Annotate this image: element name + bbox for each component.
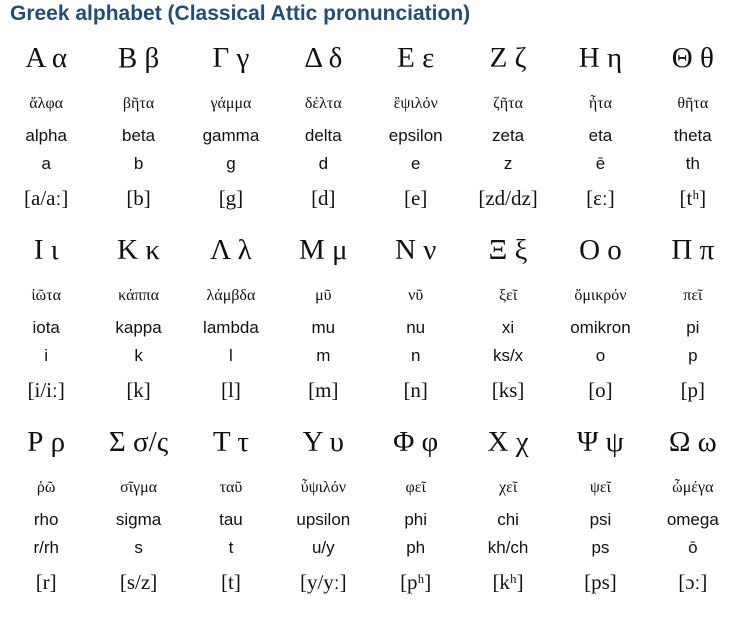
ipa-pronunciation: [s/z] bbox=[119, 570, 158, 594]
letter-glyphs: Ι ι bbox=[33, 234, 59, 266]
page-title: Greek alphabet (Classical Attic pronunciation) bbox=[10, 2, 471, 25]
transliteration: ō bbox=[688, 538, 698, 557]
letter-cell-theta bbox=[647, 36, 739, 211]
letter-cell-upsilon bbox=[277, 420, 369, 595]
letter-cell-phi bbox=[370, 420, 462, 595]
letter-glyphs: Γ γ bbox=[212, 42, 250, 74]
greek-name: κάππα bbox=[118, 287, 159, 304]
letter-glyphs: Ψ ψ bbox=[577, 426, 624, 458]
letter-cell-sigma bbox=[92, 420, 184, 595]
transliteration: d bbox=[318, 154, 329, 173]
ipa-pronunciation: [l] bbox=[221, 378, 241, 402]
letter-cell-epsilon bbox=[370, 36, 462, 211]
greek-name: δέλτα bbox=[304, 95, 342, 112]
transliteration: o bbox=[595, 346, 606, 365]
letter-cell-gamma bbox=[185, 36, 277, 211]
english-name: zeta bbox=[491, 126, 525, 145]
letter-glyphs: Σ σ/ς bbox=[108, 426, 169, 458]
english-name: omikron bbox=[570, 318, 631, 337]
greek-name: θῆτα bbox=[677, 95, 709, 112]
ipa-pronunciation: [r] bbox=[35, 570, 57, 594]
transliteration: e bbox=[410, 154, 421, 173]
ipa-pronunciation: [ɛː] bbox=[586, 186, 615, 210]
letter-glyphs: Φ φ bbox=[393, 426, 439, 458]
greek-name: ὄμικρόν bbox=[574, 287, 627, 304]
letter-cell-mu bbox=[277, 228, 369, 403]
letter-cell-xi bbox=[462, 228, 554, 403]
ipa-pronunciation: [t] bbox=[221, 570, 241, 594]
letter-glyphs: Ο ο bbox=[579, 234, 622, 266]
letter-cell-delta bbox=[277, 36, 369, 211]
transliteration: i bbox=[44, 346, 49, 365]
transliteration: th bbox=[685, 154, 700, 173]
letter-glyphs: Λ λ bbox=[210, 234, 252, 266]
greek-name: λάμβδα bbox=[206, 287, 256, 304]
greek-name: ἦτα bbox=[588, 95, 613, 112]
letter-cell-omikron bbox=[554, 228, 646, 403]
transliteration: kh/ch bbox=[487, 538, 529, 557]
english-name: iota bbox=[32, 318, 60, 337]
ipa-pronunciation: [tʰ] bbox=[679, 186, 707, 210]
letter-cell-eta bbox=[554, 36, 646, 211]
english-name: tau bbox=[219, 510, 243, 529]
greek-name: ὦμέγα bbox=[672, 479, 714, 496]
ipa-pronunciation: [ks] bbox=[491, 378, 525, 402]
english-name: psi bbox=[589, 510, 612, 529]
ipa-pronunciation: [o] bbox=[588, 378, 613, 402]
transliteration: r/rh bbox=[33, 538, 59, 557]
greek-name: σῖγμα bbox=[120, 479, 158, 496]
transliteration: p bbox=[688, 346, 698, 365]
letter-cell-nu bbox=[370, 228, 462, 403]
transliteration: z bbox=[503, 154, 513, 173]
transliteration: u/y bbox=[311, 538, 335, 557]
english-name: pi bbox=[686, 318, 700, 337]
ipa-pronunciation: [k] bbox=[126, 378, 151, 402]
greek-name: ῥῶ bbox=[36, 479, 56, 496]
greek-name: βῆτα bbox=[122, 95, 155, 112]
alphabet-row-3 bbox=[0, 420, 739, 595]
letter-glyphs: Τ τ bbox=[212, 426, 249, 458]
letter-glyphs: Ξ ξ bbox=[488, 234, 528, 266]
english-name: chi bbox=[497, 510, 519, 529]
english-name: alpha bbox=[25, 126, 67, 145]
greek-name: πεῖ bbox=[683, 287, 703, 304]
greek-name: φεῖ bbox=[405, 479, 426, 496]
alphabet-row-2 bbox=[0, 228, 739, 403]
letter-cell-psi bbox=[554, 420, 646, 595]
letter-glyphs: Η η bbox=[578, 42, 623, 74]
greek-name: ἒψιλόν bbox=[393, 95, 438, 112]
ipa-pronunciation: [e] bbox=[404, 186, 428, 210]
ipa-pronunciation: [pʰ] bbox=[400, 570, 432, 594]
transliteration: s bbox=[134, 538, 143, 557]
letter-cell-pi bbox=[647, 228, 739, 403]
english-name: omega bbox=[666, 510, 719, 529]
alphabet-row-1 bbox=[0, 36, 739, 211]
ipa-pronunciation: [zd/dz] bbox=[478, 186, 538, 210]
greek-name: χεῖ bbox=[499, 479, 518, 496]
ipa-pronunciation: [b] bbox=[126, 186, 151, 210]
english-name: epsilon bbox=[388, 126, 443, 145]
letter-cell-zeta bbox=[462, 36, 554, 211]
transliteration: n bbox=[410, 346, 421, 365]
ipa-pronunciation: [kʰ] bbox=[492, 570, 524, 594]
english-name: delta bbox=[304, 126, 342, 145]
english-name: mu bbox=[311, 318, 336, 337]
letter-glyphs: Π π bbox=[671, 234, 715, 266]
english-name: beta bbox=[122, 126, 156, 145]
ipa-pronunciation: [i/iː] bbox=[27, 378, 65, 402]
ipa-pronunciation: [d] bbox=[311, 186, 336, 210]
letter-glyphs: Θ θ bbox=[671, 42, 714, 74]
letter-glyphs: Μ μ bbox=[299, 234, 348, 266]
greek-name: ταῦ bbox=[219, 479, 243, 496]
letter-glyphs: Δ δ bbox=[304, 42, 343, 74]
english-name: nu bbox=[406, 318, 426, 337]
alphabet-grid bbox=[0, 36, 739, 595]
transliteration: k bbox=[134, 346, 143, 365]
ipa-pronunciation: [p] bbox=[680, 378, 706, 402]
english-name: rho bbox=[33, 510, 59, 529]
letter-glyphs: Α α bbox=[25, 42, 68, 74]
letter-cell-omega bbox=[647, 420, 739, 595]
letter-glyphs: Ρ ρ bbox=[27, 426, 66, 458]
ipa-pronunciation: [y/yː] bbox=[299, 570, 347, 594]
letter-glyphs: Κ κ bbox=[117, 234, 160, 266]
english-name: gamma bbox=[202, 126, 260, 145]
letter-glyphs: Ν ν bbox=[395, 234, 437, 266]
transliteration: m bbox=[316, 346, 331, 365]
letter-cell-iota bbox=[0, 228, 92, 403]
letter-cell-beta bbox=[92, 36, 184, 211]
letter-glyphs: Ε ε bbox=[397, 42, 435, 74]
greek-name: μῦ bbox=[315, 287, 332, 304]
transliteration: ē bbox=[595, 154, 606, 173]
english-name: xi bbox=[501, 318, 515, 337]
letter-glyphs: Ζ ζ bbox=[489, 42, 527, 74]
letter-cell-chi bbox=[462, 420, 554, 595]
greek-name: νῦ bbox=[408, 287, 424, 304]
greek-name: ζῆτα bbox=[493, 95, 523, 112]
english-name: sigma bbox=[115, 510, 162, 529]
ipa-pronunciation: [n] bbox=[403, 378, 428, 402]
letter-cell-alpha bbox=[0, 36, 92, 211]
letter-cell-rho bbox=[0, 420, 92, 595]
transliteration: ph bbox=[406, 538, 426, 557]
ipa-pronunciation: [ps] bbox=[584, 570, 617, 594]
letter-glyphs: Χ χ bbox=[487, 426, 529, 458]
letter-cell-kappa bbox=[92, 228, 184, 403]
transliteration: a bbox=[41, 154, 51, 173]
letter-glyphs: Β β bbox=[117, 42, 160, 74]
transliteration: l bbox=[229, 346, 233, 365]
english-name: upsilon bbox=[296, 510, 351, 529]
transliteration: t bbox=[228, 538, 234, 557]
english-name: lambda bbox=[203, 318, 259, 337]
greek-name: ψεῖ bbox=[589, 479, 611, 496]
english-name: phi bbox=[404, 510, 428, 529]
transliteration: ks/x bbox=[492, 346, 524, 365]
ipa-pronunciation: [ɔː] bbox=[678, 570, 708, 594]
greek-name: ἄλφα bbox=[29, 95, 64, 112]
greek-name: ὖψιλόν bbox=[300, 479, 346, 496]
greek-name: γάμμα bbox=[210, 95, 252, 112]
transliteration: b bbox=[133, 154, 144, 173]
greek-name: ξεῖ bbox=[498, 287, 518, 304]
transliteration: ps bbox=[591, 538, 610, 557]
ipa-pronunciation: [a/aː] bbox=[24, 186, 69, 210]
ipa-pronunciation: [m] bbox=[308, 378, 339, 402]
letter-glyphs: Υ υ bbox=[302, 426, 345, 458]
transliteration: g bbox=[226, 154, 236, 173]
letter-glyphs: Ω ω bbox=[668, 426, 717, 458]
ipa-pronunciation: [g] bbox=[218, 186, 244, 210]
letter-cell-lambda bbox=[185, 228, 277, 403]
english-name: eta bbox=[588, 126, 613, 145]
english-name: theta bbox=[673, 126, 712, 145]
greek-name: ἰῶτα bbox=[31, 287, 62, 304]
letter-cell-tau bbox=[185, 420, 277, 595]
english-name: kappa bbox=[115, 318, 162, 337]
